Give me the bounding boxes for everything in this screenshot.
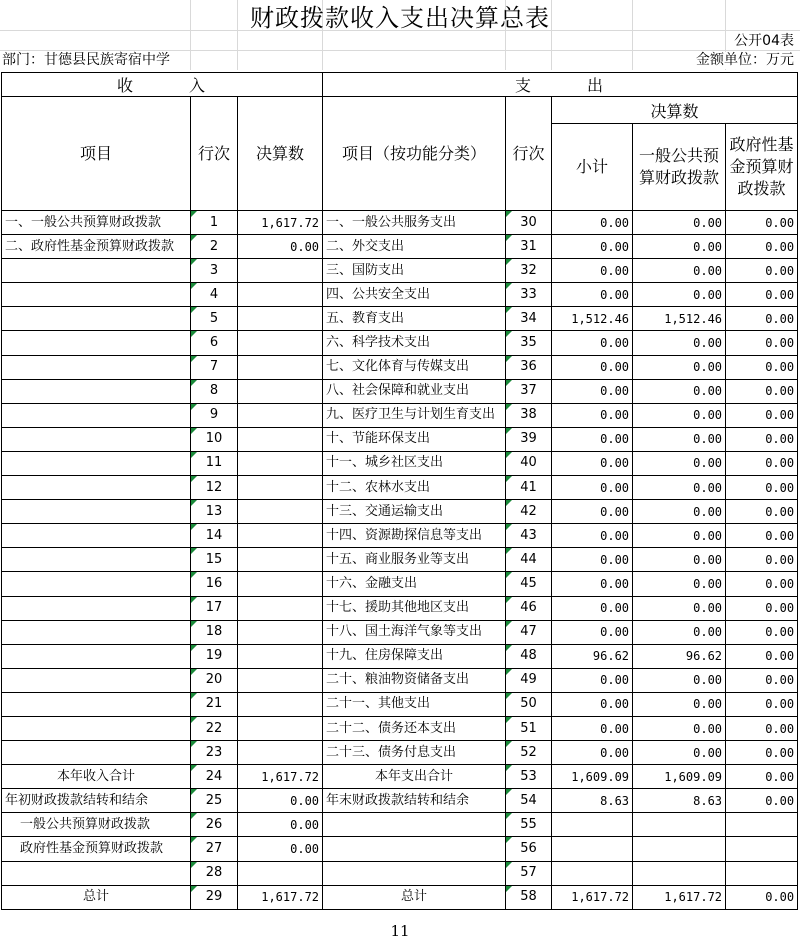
income-item-cell xyxy=(2,741,191,765)
table-row xyxy=(2,235,798,259)
expense-subtotal-cell: 0.00 xyxy=(552,379,633,403)
expense-item-cell: 总计 xyxy=(323,885,506,909)
expense-line-cell: 38 xyxy=(506,403,552,427)
expense-item-cell: 十八、国土海洋气象等支出 xyxy=(323,620,506,644)
expense-subtotal-cell: 8.63 xyxy=(552,789,633,813)
income-item-cell xyxy=(2,861,191,885)
income-line-cell: 29 xyxy=(191,885,238,909)
table-row xyxy=(2,427,798,451)
income-item-header: 项目 xyxy=(2,97,191,211)
income-amount-cell xyxy=(238,476,323,500)
expense-item-cell: 六、科学技术支出 xyxy=(323,331,506,355)
table-row xyxy=(2,716,798,740)
table-row xyxy=(2,283,798,307)
table-row xyxy=(2,403,798,427)
expense-line-cell: 33 xyxy=(506,283,552,307)
income-amount-cell xyxy=(238,716,323,740)
expense-general-budget-cell xyxy=(633,837,726,861)
expense-subtotal-cell: 0.00 xyxy=(552,572,633,596)
income-item-cell xyxy=(2,524,191,548)
income-line-cell: 12 xyxy=(191,476,238,500)
income-item-cell: 总计 xyxy=(2,885,191,909)
expense-subtotal-cell: 0.00 xyxy=(552,524,633,548)
expense-general-budget-cell: 1,617.72 xyxy=(633,885,726,909)
expense-line-cell: 41 xyxy=(506,476,552,500)
expense-general-budget-cell xyxy=(633,861,726,885)
expense-general-budget-cell: 0.00 xyxy=(633,524,726,548)
income-item-cell xyxy=(2,548,191,572)
expense-item-cell xyxy=(323,813,506,837)
expense-general-budget-cell xyxy=(633,813,726,837)
gridline xyxy=(0,50,800,51)
expense-item-cell: 二十三、债务付息支出 xyxy=(323,741,506,765)
income-amount-cell xyxy=(238,403,323,427)
expense-item-cell: 十一、城乡社区支出 xyxy=(323,451,506,475)
expense-gov-fund-cell: 0.00 xyxy=(726,355,798,379)
income-amount-cell xyxy=(238,307,323,331)
income-amount-cell xyxy=(238,427,323,451)
income-amount-cell xyxy=(238,500,323,524)
expense-item-cell xyxy=(323,837,506,861)
income-item-cell xyxy=(2,355,191,379)
expense-subtotal-cell: 0.00 xyxy=(552,741,633,765)
income-amount-cell xyxy=(238,861,323,885)
income-amount-cell xyxy=(238,644,323,668)
income-item-cell: 一、一般公共预算财政拨款 xyxy=(2,211,191,235)
expense-gov-fund-cell: 0.00 xyxy=(726,789,798,813)
expense-general-budget-cell: 1,609.09 xyxy=(633,765,726,789)
expense-line-cell: 55 xyxy=(506,813,552,837)
income-line-cell: 16 xyxy=(191,572,238,596)
expense-gov-fund-cell: 0.00 xyxy=(726,741,798,765)
expense-gov-fund-cell: 0.00 xyxy=(726,716,798,740)
expense-general-budget-cell: 0.00 xyxy=(633,379,726,403)
expense-gov-fund-cell: 0.00 xyxy=(726,283,798,307)
expense-general-budget-cell: 0.00 xyxy=(633,620,726,644)
expense-line-cell: 51 xyxy=(506,716,552,740)
income-line-cell: 5 xyxy=(191,307,238,331)
expense-gov-fund-cell: 0.00 xyxy=(726,668,798,692)
expense-gov-fund-cell: 0.00 xyxy=(726,620,798,644)
expense-general-budget-cell: 0.00 xyxy=(633,211,726,235)
expense-gov-fund-cell: 0.00 xyxy=(726,644,798,668)
income-amount-cell xyxy=(238,451,323,475)
expense-subtotal-cell: 96.62 xyxy=(552,644,633,668)
income-line-cell: 21 xyxy=(191,692,238,716)
income-item-cell xyxy=(2,716,191,740)
gov-fund-header: 政府性基金预算财政拨款 xyxy=(726,124,798,211)
expense-line-cell: 58 xyxy=(506,885,552,909)
table-row xyxy=(2,476,798,500)
expense-general-budget-cell: 0.00 xyxy=(633,548,726,572)
expense-item-cell: 一、一般公共服务支出 xyxy=(323,211,506,235)
expense-line-cell: 39 xyxy=(506,427,552,451)
income-line-cell: 6 xyxy=(191,331,238,355)
expense-line-cell: 50 xyxy=(506,692,552,716)
report-title: 财政拨款收入支出决算总表 xyxy=(250,4,550,32)
expense-general-budget-cell: 1,512.46 xyxy=(633,307,726,331)
expense-subtotal-cell xyxy=(552,813,633,837)
expense-subtotal-cell: 0.00 xyxy=(552,259,633,283)
expense-gov-fund-cell: 0.00 xyxy=(726,211,798,235)
general-budget-header: 一般公共预算财政拨款 xyxy=(633,124,726,211)
expense-gov-fund-cell: 0.00 xyxy=(726,451,798,475)
expense-general-budget-cell: 0.00 xyxy=(633,716,726,740)
table-row xyxy=(2,572,798,596)
form-code: 公开04表 xyxy=(730,32,794,50)
expense-gov-fund-cell xyxy=(726,837,798,861)
income-amount-cell xyxy=(238,548,323,572)
expense-line-cell: 32 xyxy=(506,259,552,283)
expense-gov-fund-cell: 0.00 xyxy=(726,331,798,355)
income-line-cell: 24 xyxy=(191,765,238,789)
income-item-cell xyxy=(2,572,191,596)
income-item-cell xyxy=(2,692,191,716)
income-line-cell: 15 xyxy=(191,548,238,572)
expense-gov-fund-cell: 0.00 xyxy=(726,548,798,572)
expense-item-cell: 十九、住房保障支出 xyxy=(323,644,506,668)
income-item-cell xyxy=(2,596,191,620)
income-line-cell: 27 xyxy=(191,837,238,861)
income-item-cell xyxy=(2,476,191,500)
expense-subtotal-cell: 0.00 xyxy=(552,427,633,451)
expense-line-cell: 57 xyxy=(506,861,552,885)
expense-line-cell: 31 xyxy=(506,235,552,259)
expense-item-cell: 年末财政拨款结转和结余 xyxy=(323,789,506,813)
table-row xyxy=(2,765,798,789)
income-item-cell: 政府性基金预算财政拨款 xyxy=(2,837,191,861)
expense-general-budget-cell: 0.00 xyxy=(633,692,726,716)
expense-item-cell: 十、节能环保支出 xyxy=(323,427,506,451)
expense-gov-fund-cell: 0.00 xyxy=(726,524,798,548)
expense-amount-group-header: 决算数 xyxy=(552,97,798,124)
income-item-cell xyxy=(2,379,191,403)
income-item-cell: 一般公共预算财政拨款 xyxy=(2,813,191,837)
income-line-cell: 22 xyxy=(191,716,238,740)
expense-item-cell: 本年支出合计 xyxy=(323,765,506,789)
income-item-cell xyxy=(2,427,191,451)
expense-item-cell: 四、公共安全支出 xyxy=(323,283,506,307)
subtotal-header: 小计 xyxy=(552,124,633,211)
expense-gov-fund-cell: 0.00 xyxy=(726,692,798,716)
expense-subtotal-cell: 0.00 xyxy=(552,211,633,235)
expense-line-cell: 36 xyxy=(506,355,552,379)
expense-subtotal-cell: 0.00 xyxy=(552,355,633,379)
expense-gov-fund-cell: 0.00 xyxy=(726,259,798,283)
table-row xyxy=(2,644,798,668)
income-line-cell: 2 xyxy=(191,235,238,259)
income-item-cell xyxy=(2,331,191,355)
expense-item-cell: 三、国防支出 xyxy=(323,259,506,283)
expense-general-budget-cell: 0.00 xyxy=(633,403,726,427)
expense-subtotal-cell: 0.00 xyxy=(552,668,633,692)
page-number: 11 xyxy=(390,922,410,940)
expense-line-cell: 37 xyxy=(506,379,552,403)
income-amount-cell: 0.00 xyxy=(238,837,323,861)
table-row xyxy=(2,355,798,379)
expense-subtotal-cell xyxy=(552,837,633,861)
table-row xyxy=(2,861,798,885)
income-line-cell: 17 xyxy=(191,596,238,620)
expense-line-cell: 44 xyxy=(506,548,552,572)
expense-line-cell: 34 xyxy=(506,307,552,331)
expense-item-cell: 七、文化体育与传媒支出 xyxy=(323,355,506,379)
table-row xyxy=(2,524,798,548)
income-line-cell: 28 xyxy=(191,861,238,885)
income-line-cell: 10 xyxy=(191,427,238,451)
expense-item-cell: 二十、粮油物资储备支出 xyxy=(323,668,506,692)
expense-item-cell: 十七、援助其他地区支出 xyxy=(323,596,506,620)
income-amount-cell xyxy=(238,524,323,548)
expense-general-budget-cell: 0.00 xyxy=(633,259,726,283)
income-amount-cell: 1,617.72 xyxy=(238,765,323,789)
income-line-cell: 14 xyxy=(191,524,238,548)
expense-subtotal-cell: 0.00 xyxy=(552,476,633,500)
expense-line-cell: 48 xyxy=(506,644,552,668)
expense-line-cell: 30 xyxy=(506,211,552,235)
income-line-cell: 11 xyxy=(191,451,238,475)
income-amount-cell xyxy=(238,379,323,403)
income-amount-cell: 0.00 xyxy=(238,235,323,259)
income-amount-cell: 1,617.72 xyxy=(238,885,323,909)
table-row xyxy=(2,211,798,235)
expense-general-budget-cell: 0.00 xyxy=(633,596,726,620)
income-item-cell xyxy=(2,500,191,524)
income-line-cell: 1 xyxy=(191,211,238,235)
income-amount-cell xyxy=(238,283,323,307)
expense-general-budget-cell: 0.00 xyxy=(633,451,726,475)
table-row xyxy=(2,500,798,524)
table-row xyxy=(2,379,798,403)
expense-general-budget-cell: 0.00 xyxy=(633,427,726,451)
expense-subtotal-cell: 0.00 xyxy=(552,331,633,355)
income-item-cell xyxy=(2,307,191,331)
income-amount-cell xyxy=(238,620,323,644)
income-amount-cell xyxy=(238,572,323,596)
expense-line-cell: 40 xyxy=(506,451,552,475)
income-line-cell: 18 xyxy=(191,620,238,644)
expense-gov-fund-cell: 0.00 xyxy=(726,307,798,331)
expense-subtotal-cell: 0.00 xyxy=(552,403,633,427)
expense-line-cell: 56 xyxy=(506,837,552,861)
income-item-cell xyxy=(2,451,191,475)
income-section-header: 收 入 xyxy=(2,73,323,97)
table-row xyxy=(2,692,798,716)
expense-gov-fund-cell: 0.00 xyxy=(726,596,798,620)
expense-gov-fund-cell xyxy=(726,861,798,885)
income-line-cell: 25 xyxy=(191,789,238,813)
expense-gov-fund-cell: 0.00 xyxy=(726,379,798,403)
expense-subtotal-cell: 0.00 xyxy=(552,596,633,620)
expense-general-budget-cell: 0.00 xyxy=(633,572,726,596)
table-row xyxy=(2,620,798,644)
income-line-cell: 19 xyxy=(191,644,238,668)
expense-gov-fund-cell xyxy=(726,813,798,837)
table-row xyxy=(2,596,798,620)
expense-line-cell: 42 xyxy=(506,500,552,524)
income-amount-cell xyxy=(238,668,323,692)
income-line-cell: 13 xyxy=(191,500,238,524)
expense-line-cell: 54 xyxy=(506,789,552,813)
expense-general-budget-cell: 96.62 xyxy=(633,644,726,668)
expense-item-cell: 九、医疗卫生与计划生育支出 xyxy=(323,403,506,427)
table-row xyxy=(2,789,798,813)
income-line-cell: 26 xyxy=(191,813,238,837)
income-line-cell: 23 xyxy=(191,741,238,765)
expense-subtotal-cell: 0.00 xyxy=(552,235,633,259)
amount-unit-label: 金额单位：万元 xyxy=(692,52,794,69)
income-item-cell xyxy=(2,259,191,283)
expense-item-cell: 十四、资源勘探信息等支出 xyxy=(323,524,506,548)
expense-item-cell: 五、教育支出 xyxy=(323,307,506,331)
income-line-cell: 3 xyxy=(191,259,238,283)
expense-subtotal-cell: 0.00 xyxy=(552,451,633,475)
expense-line-cell: 52 xyxy=(506,741,552,765)
expense-line-cell: 53 xyxy=(506,765,552,789)
income-item-cell xyxy=(2,644,191,668)
expense-general-budget-cell: 0.00 xyxy=(633,476,726,500)
expense-subtotal-cell: 0.00 xyxy=(552,548,633,572)
table-row xyxy=(2,331,798,355)
income-line-header: 行次 xyxy=(191,97,238,211)
expense-item-cell: 二十一、其他支出 xyxy=(323,692,506,716)
income-amount-cell xyxy=(238,692,323,716)
table-row xyxy=(2,668,798,692)
income-amount-header: 决算数 xyxy=(238,97,323,211)
income-amount-cell: 0.00 xyxy=(238,789,323,813)
expense-general-budget-cell: 0.00 xyxy=(633,741,726,765)
table-row xyxy=(2,548,798,572)
expense-general-budget-cell: 0.00 xyxy=(633,283,726,307)
expense-gov-fund-cell: 0.00 xyxy=(726,885,798,909)
expense-general-budget-cell: 0.00 xyxy=(633,331,726,355)
expense-line-cell: 43 xyxy=(506,524,552,548)
expense-item-cell: 十三、交通运输支出 xyxy=(323,500,506,524)
table-row xyxy=(2,259,798,283)
table-row xyxy=(2,307,798,331)
expense-item-cell: 十六、金融支出 xyxy=(323,572,506,596)
expense-subtotal-cell: 1,617.72 xyxy=(552,885,633,909)
table-row xyxy=(2,451,798,475)
expense-item-cell: 二十二、债务还本支出 xyxy=(323,716,506,740)
income-amount-cell xyxy=(238,331,323,355)
expense-gov-fund-cell: 0.00 xyxy=(726,476,798,500)
expense-gov-fund-cell: 0.00 xyxy=(726,403,798,427)
expense-section-header: 支 出 xyxy=(323,73,798,97)
expense-line-cell: 47 xyxy=(506,620,552,644)
expense-subtotal-cell: 0.00 xyxy=(552,620,633,644)
expense-subtotal-cell xyxy=(552,861,633,885)
income-line-cell: 7 xyxy=(191,355,238,379)
expense-item-cell xyxy=(323,861,506,885)
expense-general-budget-cell: 8.63 xyxy=(633,789,726,813)
expense-subtotal-cell: 0.00 xyxy=(552,500,633,524)
expense-item-cell: 二、外交支出 xyxy=(323,235,506,259)
income-line-cell: 20 xyxy=(191,668,238,692)
expense-item-cell: 十二、农林水支出 xyxy=(323,476,506,500)
expense-subtotal-cell: 1,609.09 xyxy=(552,765,633,789)
income-item-cell xyxy=(2,620,191,644)
income-line-cell: 8 xyxy=(191,379,238,403)
income-amount-cell: 1,617.72 xyxy=(238,211,323,235)
expense-item-cell: 八、社会保障和就业支出 xyxy=(323,379,506,403)
expense-line-cell: 45 xyxy=(506,572,552,596)
expense-subtotal-cell: 1,512.46 xyxy=(552,307,633,331)
expense-subtotal-cell: 0.00 xyxy=(552,692,633,716)
income-item-cell xyxy=(2,403,191,427)
table-row xyxy=(2,837,798,861)
department-label: 部门：甘德县民族寄宿中学 xyxy=(2,52,174,69)
income-amount-cell xyxy=(238,259,323,283)
table-row xyxy=(2,813,798,837)
expense-general-budget-cell: 0.00 xyxy=(633,668,726,692)
final-accounts-table xyxy=(1,72,798,910)
income-item-cell: 二、政府性基金预算财政拨款 xyxy=(2,235,191,259)
expense-item-header: 项目（按功能分类） xyxy=(323,97,506,211)
expense-gov-fund-cell: 0.00 xyxy=(726,500,798,524)
income-line-cell: 9 xyxy=(191,403,238,427)
income-line-cell: 4 xyxy=(191,283,238,307)
expense-line-cell: 46 xyxy=(506,596,552,620)
table-body xyxy=(2,211,798,910)
expense-gov-fund-cell: 0.00 xyxy=(726,765,798,789)
expense-subtotal-cell: 0.00 xyxy=(552,716,633,740)
table-row xyxy=(2,885,798,909)
income-item-cell: 年初财政拨款结转和结余 xyxy=(2,789,191,813)
income-item-cell xyxy=(2,283,191,307)
expense-line-cell: 49 xyxy=(506,668,552,692)
expense-general-budget-cell: 0.00 xyxy=(633,500,726,524)
expense-gov-fund-cell: 0.00 xyxy=(726,235,798,259)
expense-line-cell: 35 xyxy=(506,331,552,355)
expense-subtotal-cell: 0.00 xyxy=(552,283,633,307)
table-row xyxy=(2,741,798,765)
income-amount-cell xyxy=(238,596,323,620)
expense-line-header: 行次 xyxy=(506,97,552,211)
income-amount-cell: 0.00 xyxy=(238,813,323,837)
expense-gov-fund-cell: 0.00 xyxy=(726,427,798,451)
expense-general-budget-cell: 0.00 xyxy=(633,355,726,379)
income-item-cell: 本年收入合计 xyxy=(2,765,191,789)
income-amount-cell xyxy=(238,355,323,379)
expense-item-cell: 十五、商业服务业等支出 xyxy=(323,548,506,572)
income-item-cell xyxy=(2,668,191,692)
income-amount-cell xyxy=(238,741,323,765)
expense-general-budget-cell: 0.00 xyxy=(633,235,726,259)
expense-gov-fund-cell: 0.00 xyxy=(726,572,798,596)
